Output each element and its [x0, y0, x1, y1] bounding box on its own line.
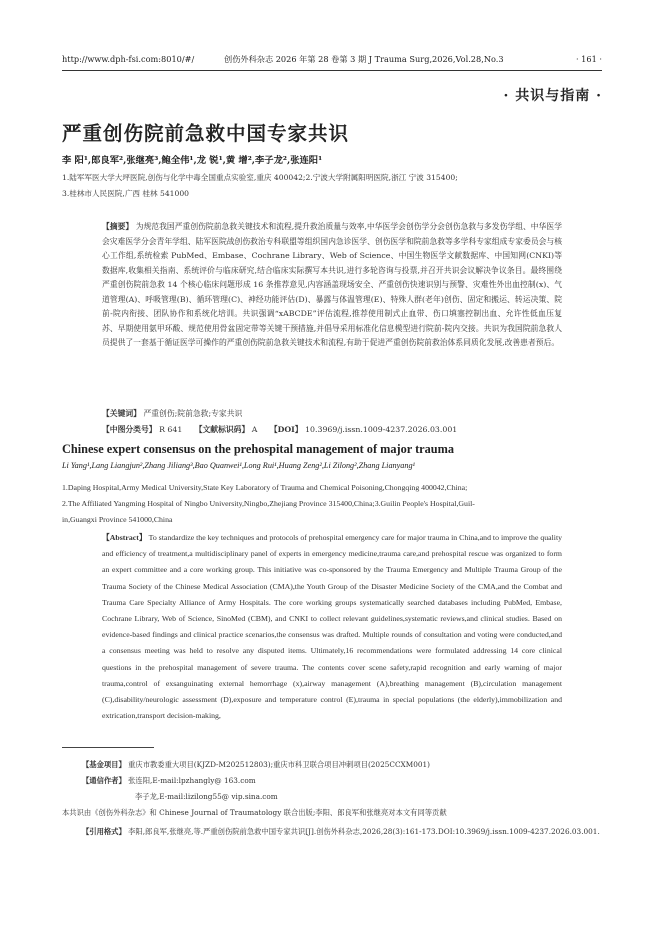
citation-label: 【引用格式】	[82, 827, 126, 836]
journal-url[interactable]: http://www.dph-fsi.com:8010/#/	[62, 54, 195, 64]
keywords-line	[102, 408, 242, 419]
correspondence-email-1[interactable]: 张连阳,E-mail:lpzhangly@ 163.com	[128, 776, 256, 785]
journal-citation: 创伤外科杂志 2026 年第 28 卷第 3 期 J Trauma Surg,2026,Vol.28,No.3	[224, 54, 504, 64]
correspondence-email-2[interactable]: 李子龙,E-mail:lizilong55@ vip.sina.com	[135, 792, 278, 801]
joint-publication-note: 本共识由《创伤外科杂志》和 Chinese Journal of Traumatology 联合出版;李阳、郎良军和张继亮对本文有同等贡献	[62, 808, 447, 817]
english-affiliation-line: 2.The Affiliated Yangming Hospital of Ningbo University,Ningbo,Zhejiang Province 315400,China;3.Guilin People's Hospital,Guil-	[62, 499, 475, 508]
citation-text: 李阳,郎良军,张继亮,等.严重创伤院前急救中国专家共识[J].创伤外科杂志,2026,28(3):161-173.DOI:10.3969/j.issn.1009-4237.2026.03.001.	[128, 827, 600, 836]
affiliation-line: 3.桂林市人民医院,广西 桂林 541000	[62, 189, 190, 198]
keywords-value: 严重创伤;院前急救;专家共识	[143, 409, 243, 418]
clc-label: 【中图分类号】	[102, 425, 157, 434]
running-header	[62, 52, 602, 66]
abstract-block	[102, 220, 562, 351]
citation-note	[82, 824, 602, 839]
english-affiliation-line: 1.Daping Hospital,Army Medical University,State Key Laboratory of Trauma and Chemical Poisoning,Chongqing 400042,China;	[62, 483, 468, 492]
english-title: Chinese expert consensus on the prehospital management of major trauma	[62, 442, 455, 456]
header-rule	[62, 70, 602, 71]
doi-label: 【DOI】	[269, 425, 303, 434]
english-abstract-label: 【Abstract】	[102, 533, 147, 542]
correspondence-label: 【通信作者】	[82, 776, 126, 785]
footnote-rule	[62, 747, 154, 748]
page-number: · 161 ·	[575, 54, 602, 64]
author-list: 李 阳¹,郎良军²,张继亮³,鲍全伟¹,龙 锐¹,黄 增²,李子龙²,张连阳¹	[62, 155, 323, 166]
correspondence-note	[82, 776, 256, 786]
doc-code-value: A	[251, 425, 258, 434]
article-title: 严重创伤院前急救中国专家共识	[62, 122, 350, 145]
doc-code-label: 【文献标识码】	[194, 425, 250, 434]
funding-text: 重庆市教委重大项目(KJZD-M202512803);重庆市科卫联合项目冲刺项目(2025CCXM001)	[128, 760, 430, 769]
classification-line	[102, 424, 457, 435]
section-label: · 共识与指南 ·	[503, 88, 602, 104]
english-affiliation-line: in,Guangxi Province 541000,China	[62, 515, 173, 524]
abstract-label: 【摘要】	[102, 222, 134, 231]
english-abstract-text: To standardize the key techniques and protocols of prehospital emergency care for major trauma in China,and to improve the quality and efficiency of treatment,a multidisciplinary panel of experts in emergency medicine,trauma care,and prehospital rescue was organized to form an expert committee and a core working group. This initiative was co-sponsored by the Trauma Emergency and Multiple Trauma Group of the Trauma Society of the Chinese Medical Association (CMA),the Youth Group of the Disaster Medicine Society of the CMA,and the Combat and Trauma Care Specialty Alliance of Army Hospitals. The core working groups systematically searched databases including PubMed, Embase, Cochrane Library, Web of Science, SinoMed (CBM), and CNKI to collect relevant guidelines,systematic reviews,and clinical studies. Based on evidence-based findings and clinical practice scenarios,the consensus was drafted. Multiple rounds of consultation and voting were conducted,and a consensus meeting was held to resolve any disputed items. Ultimately,16 recommendations were formulated addressing 14 core clinical questions in the prehospital management of severe trauma. The contents cover scene safety,rapid recognition and early warning of major trauma,control of exsanguinating external hemorrhage (x),airway management (A),breathing management (B),circulation management (C),disability/neurologic assessment (D),exposure and temperature control (E),trauma in special populations (the elderly),immobilization and extrication,transport decision-making,	[102, 533, 563, 721]
keywords-label: 【关键词】	[102, 409, 141, 418]
abstract-text: 为规范我国严重创伤院前急救关键技术和流程,提升救治质量与效率,中华医学会创伤学分会创伤急救与多发伤学组、中华医学会灾难医学分会青年学组、陆军医院战创伤救治专科联盟等组织国内急诊医学、创伤医学和院前急救等多学科专家组成专家委员会与核心工作组,系统检索 PubMed、Embase、Cochrane Library、Web of Science、中国生物医学文献数据库、中国知网(CNKI)等数据库,收集相关指南、系统评价与临床研究,结合临床实际撰写本共识,进行多轮咨询与投票,并召开共识会议解决争议条目。最终围绕严重创伤院前急救 14 个核心临床问题形成 16 条推荐意见,内容涵盖现场安全、严重创伤快速识别与预警、灾难性外出血控制(x)、气道管理(A)、呼吸管理(B)、循环管理(C)、神经功能评估(D)、暴露与体温管理(E)、特殊人群(老年)创伤、固定和搬运、转运决策、院前-院内衔接、团队协作和系统化培训。共识强调“xABCDE”评估流程,推荐使用制式止血带、伤口填塞控制出血、允许性低血压复苏、早期使用氨甲环酸、规范使用骨盆固定带等关键干预措施,并倡导采用标准化信息模型进行院前-院内交接。共识为我国院前急救人员提供了一套基于循证医学可操作的严重创伤院前急救关键技术和流程,有助于促进严重创伤院前救治体系同质化发展,改善患者预后。	[102, 222, 563, 347]
english-abstract-block	[102, 530, 562, 724]
affiliation-line: 1.陆军军医大学大坪医院,创伤与化学中毒全国重点实验室,重庆 400042;2.宁波大学附属阳明医院,浙江 宁波 315400;	[62, 173, 458, 182]
funding-note	[82, 760, 430, 770]
funding-label: 【基金项目】	[82, 760, 126, 769]
doi-value[interactable]: 10.3969/j.issn.1009-4237.2026.03.001	[305, 425, 458, 434]
english-author-list: Li Yang¹,Lang Liangjun²,Zhang Jiliang³,Bao Quanwei¹,Long Rui¹,Huang Zeng²,Li Zilong²,Zhang Lianyang¹	[62, 461, 416, 470]
clc-value: R 641	[159, 425, 183, 434]
